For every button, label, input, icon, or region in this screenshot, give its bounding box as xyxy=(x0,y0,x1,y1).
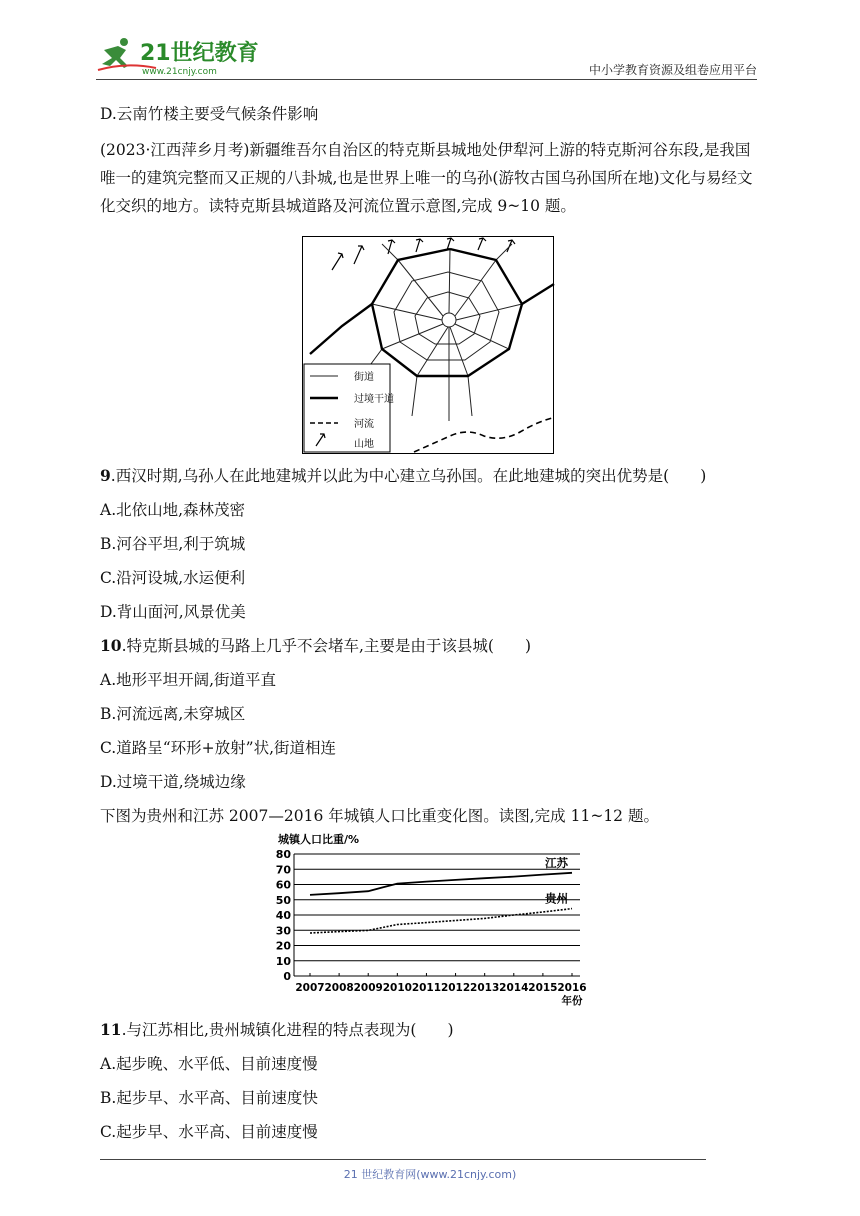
y-tick-label: 40 xyxy=(275,909,291,922)
series-label: 江苏 xyxy=(545,855,568,870)
logo-url: www.21cnjy.com xyxy=(142,67,217,77)
legend-street: 街道 xyxy=(354,372,374,383)
q10-stem xyxy=(100,636,531,656)
y-axis-label: 城镇人口比重/% xyxy=(278,833,360,846)
county-road-map xyxy=(302,236,554,454)
footer-text: 21 世纪教育网(www.21cnjy.com) xyxy=(343,1168,517,1181)
q11-option-a: A.起步晚、水平低、目前速度慢 xyxy=(100,1055,318,1073)
q10-option-a: A.地形平坦开阔,街道平直 xyxy=(100,671,277,689)
footer-divider xyxy=(100,1159,706,1160)
x-tick-label: 2012 xyxy=(440,982,471,994)
x-tick-label: 2009 xyxy=(353,982,383,994)
q10-option-b: B.河流远离,未穿城区 xyxy=(100,705,246,723)
q11-option-c: C.起步早、水平高、目前速度慢 xyxy=(100,1123,318,1141)
legend-trunk: 过境干道 xyxy=(354,394,394,405)
x-axis-label: 年份 xyxy=(561,995,583,1007)
legend-river: 河流 xyxy=(354,419,374,430)
y-tick-label: 0 xyxy=(283,970,291,983)
y-tick-label: 10 xyxy=(275,954,291,968)
x-tick-label: 2008 xyxy=(324,982,354,994)
x-tick-label: 2007 xyxy=(295,982,325,994)
q11-text: .与江苏相比,贵州城镇化进程的特点表现为( ) xyxy=(121,1021,454,1039)
urbanization-chart xyxy=(275,828,608,1008)
x-tick-label: 2010 xyxy=(382,982,412,994)
q9-stem xyxy=(100,466,706,486)
series-line-jiangsu xyxy=(310,873,572,895)
platform-name: 中小学教育资源及组卷应用平台 xyxy=(588,63,757,77)
legend-mountain: 山地 xyxy=(354,439,374,450)
y-tick-label: 80 xyxy=(275,848,291,861)
q9-option-b: B.河谷平坦,利于筑城 xyxy=(100,535,246,553)
x-tick-label: 2015 xyxy=(528,982,558,994)
q11-option-b: B.起步早、水平高、目前速度快 xyxy=(100,1089,318,1107)
q10-number: 10 xyxy=(100,636,122,655)
q10-text: .特克斯县城的马路上几乎不会堵车,主要是由于该县城( ) xyxy=(121,637,532,655)
q10-option-c: C.道路呈“环形+放射”状,街道相连 xyxy=(100,739,336,757)
chart-intro: 下图为贵州和江苏 2007—2016 年城镇人口比重变化图。读图,完成 11~12 题。 xyxy=(100,807,659,825)
x-tick-label: 2016 xyxy=(557,982,587,994)
x-tick-label: 2011 xyxy=(411,982,442,994)
site-logo xyxy=(96,36,266,80)
y-tick-label: 50 xyxy=(275,893,291,907)
y-tick-label: 30 xyxy=(275,924,291,938)
y-tick-label: 70 xyxy=(275,863,291,877)
q9-option-d: D.背山面河,风景优美 xyxy=(100,603,246,621)
q11-stem xyxy=(100,1020,454,1040)
series-label: 贵州 xyxy=(545,891,568,906)
header-divider xyxy=(96,79,757,80)
q9-option-c: C.沿河设城,水运便利 xyxy=(100,569,246,587)
intro-paragraph: (2023·江西萍乡月考)新疆维吾尔自治区的特克斯县城地处伊犁河上游的特克斯河谷东段,是我国唯一的建筑完整而又正规的八卦城,也是世界上唯一的乌孙(游牧古国乌孙国所在地)文化与易经文化交织的地方。读特克斯县城道路及河流位置示意图,完成 9~10 题。 xyxy=(100,141,753,215)
logo-text: 21世纪教育 xyxy=(140,41,259,66)
x-tick-label: 2013 xyxy=(470,982,500,994)
y-tick-label: 20 xyxy=(275,939,291,953)
map-legend xyxy=(304,364,394,452)
y-tick-label: 60 xyxy=(275,878,291,892)
x-tick-label: 2014 xyxy=(499,982,529,994)
prev-option-d: D.云南竹楼主要受气候条件影响 xyxy=(100,105,319,123)
q9-number: 9 xyxy=(100,466,111,485)
q9-option-a: A.北依山地,森林茂密 xyxy=(100,501,246,519)
q10-option-d: D.过境干道,绕城边缘 xyxy=(100,773,246,791)
q11-number: 11 xyxy=(100,1020,122,1039)
q9-text: .西汉时期,乌孙人在此地建城并以此为中心建立乌孙国。在此地建城的突出优势是( ) xyxy=(110,467,707,485)
series-line-guizhou xyxy=(310,909,572,933)
